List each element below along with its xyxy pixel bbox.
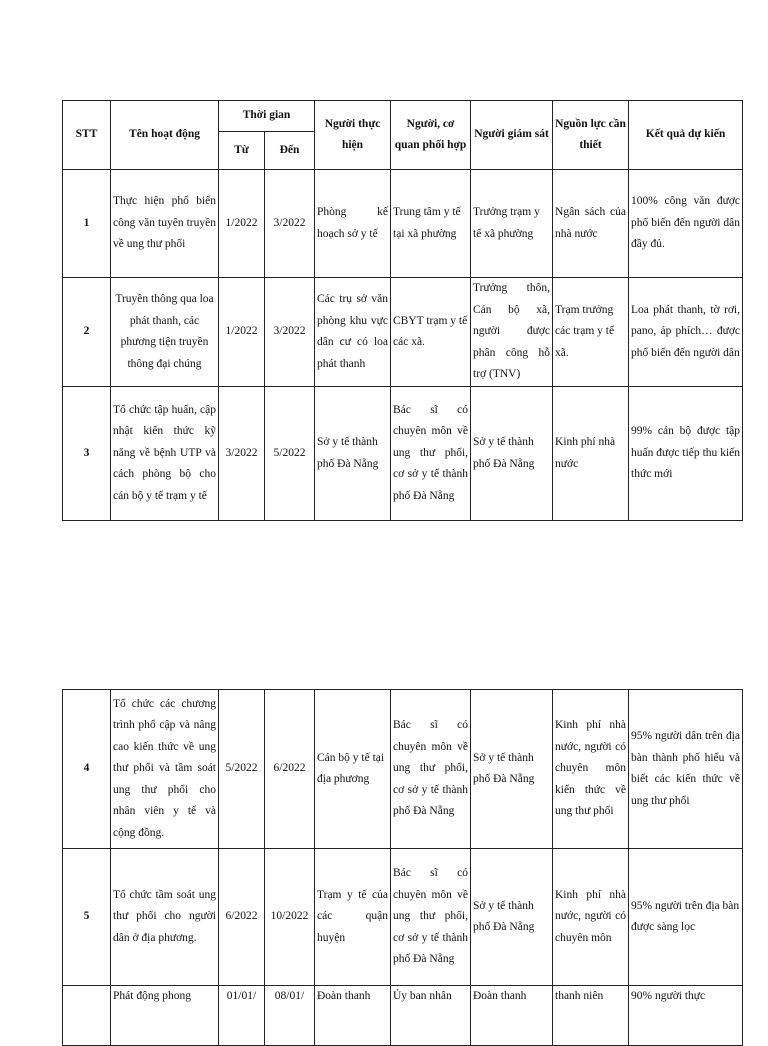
row-from: 6/2022 xyxy=(219,849,265,986)
row-coordinator: Bác sĩ có chuyên môn về ung thư phổi, cơ sở y tế thành phố Đà Nẵng xyxy=(391,387,471,521)
row-expected: 99% cán bộ được tập huấn được tiếp thu kiến thức mới xyxy=(629,387,743,521)
row-activity: Thực hiện phổ biến công văn tuyên truyền về ung thư phổi xyxy=(111,170,219,278)
row-executor: Đoàn thanh xyxy=(315,986,391,1046)
row-resources: thanh niên xyxy=(553,986,629,1046)
row-coordinator: Bác sĩ có chuyên môn về ung thư phổi, cơ sở y tế thành phố Đà Nẵng xyxy=(391,690,471,849)
row-activity: Tổ chức tập huấn, cập nhật kiến thức kỹ năng về bệnh UTP và cách phòng bộ cho cán bộ y tế trạm y tế xyxy=(111,387,219,521)
row-expected: Loa phát thanh, tờ rơi, pano, áp phích… được phổ biến đến người dân xyxy=(629,278,743,387)
row-supervisor: Sở y tế thành phố Đà Nẵng xyxy=(471,690,553,849)
row-stt xyxy=(63,986,111,1046)
row-supervisor: Đoàn thanh xyxy=(471,986,553,1046)
table-row xyxy=(63,278,743,387)
header-activity: Tên hoạt động xyxy=(111,101,219,170)
row-resources: Kinh phí nhà nước, người có chuyên môn kiến thức về ung thư phổi xyxy=(553,690,629,849)
row-expected: 95% người dân trên địa bàn thành phố hiểu và biết các kiến thức về ung thư phổi xyxy=(629,690,743,849)
row-executor: Trạm y tế của các quận huyện xyxy=(315,849,391,986)
row-expected: 90% người thực xyxy=(629,986,743,1046)
header-to: Đến xyxy=(265,132,315,170)
row-coordinator: CBYT trạm y tế các xã. xyxy=(391,278,471,387)
header-executor: Người thực hiện xyxy=(315,101,391,170)
row-executor: Cán bộ y tế tại địa phương xyxy=(315,690,391,849)
table-row xyxy=(63,849,743,986)
header-expected: Kết quả dự kiến xyxy=(629,101,743,170)
row-expected: 100% công văn được phổ biến đến người dân đầy đủ. xyxy=(629,170,743,278)
row-from: 1/2022 xyxy=(219,278,265,387)
row-to: 3/2022 xyxy=(265,278,315,387)
header-from: Từ xyxy=(219,132,265,170)
row-resources: Kinh phí nhà nước xyxy=(553,387,629,521)
row-supervisor: Sở y tế thành phố Đà Nẵng xyxy=(471,849,553,986)
header-resources: Nguồn lực cần thiết xyxy=(553,101,629,170)
row-to: 10/2022 xyxy=(265,849,315,986)
row-stt: 2 xyxy=(63,278,111,387)
row-activity: Tổ chức tầm soát ung thư phổi cho người dân ở địa phương. xyxy=(111,849,219,986)
row-stt: 5 xyxy=(63,849,111,986)
activity-plan-table-continued xyxy=(62,689,743,1046)
row-to: 6/2022 xyxy=(265,690,315,849)
row-to: 5/2022 xyxy=(265,387,315,521)
row-from: 01/01/ xyxy=(219,986,265,1046)
row-coordinator: Bác sĩ có chuyên môn về ung thư phổi, cơ sở y tế thành phố Đà Nẵng xyxy=(391,849,471,986)
row-from: 5/2022 xyxy=(219,690,265,849)
row-executor: Sở y tế thành phố Đà Nẵng xyxy=(315,387,391,521)
row-supervisor: Sở y tế thành phố Đà Nẵng xyxy=(471,387,553,521)
row-expected: 95% người trên địa bàn được sàng lọc xyxy=(629,849,743,986)
row-from: 1/2022 xyxy=(219,170,265,278)
row-supervisor: Trưởng thôn, Cán bộ xã, người được phân công hỗ trợ (TNV) xyxy=(471,278,553,387)
header-stt: STT xyxy=(63,101,111,170)
row-stt: 4 xyxy=(63,690,111,849)
table-row xyxy=(63,986,743,1046)
row-activity: Tổ chức các chương trình phổ cập và nâng cao kiến thức về ung thư phổi và tầm soát ung thư phổi cho nhân viên y tế và cộng đồng. xyxy=(111,690,219,849)
header-supervisor: Người giám sát xyxy=(471,101,553,170)
activity-plan-table xyxy=(62,100,743,521)
header-coordinator: Người, cơ quan phối hợp xyxy=(391,101,471,170)
row-stt: 1 xyxy=(63,170,111,278)
table-row xyxy=(63,690,743,849)
row-resources: Kinh phí nhà nước, người có chuyên môn xyxy=(553,849,629,986)
row-to: 3/2022 xyxy=(265,170,315,278)
row-resources: Ngân sách của nhà nước xyxy=(553,170,629,278)
row-resources: Trạm trưởng các trạm y tế xã. xyxy=(553,278,629,387)
table-row xyxy=(63,387,743,521)
row-to: 08/01/ xyxy=(265,986,315,1046)
row-activity: Truyền thông qua loa phát thanh, các phương tiện truyền thông đại chúng xyxy=(111,278,219,387)
row-activity: Phát động phong xyxy=(111,986,219,1046)
row-executor: Phòng kế hoạch sở y tế xyxy=(315,170,391,278)
row-coordinator: Ủy ban nhân xyxy=(391,986,471,1046)
row-executor: Các trụ sở văn phòng khu vực dân cư có loa phát thanh xyxy=(315,278,391,387)
row-from: 3/2022 xyxy=(219,387,265,521)
row-supervisor: Trưởng trạm y tế xã phường xyxy=(471,170,553,278)
row-stt: 3 xyxy=(63,387,111,521)
row-coordinator: Trung tâm y tế tại xã phường xyxy=(391,170,471,278)
header-time: Thời gian xyxy=(219,101,315,132)
table-row xyxy=(63,170,743,278)
